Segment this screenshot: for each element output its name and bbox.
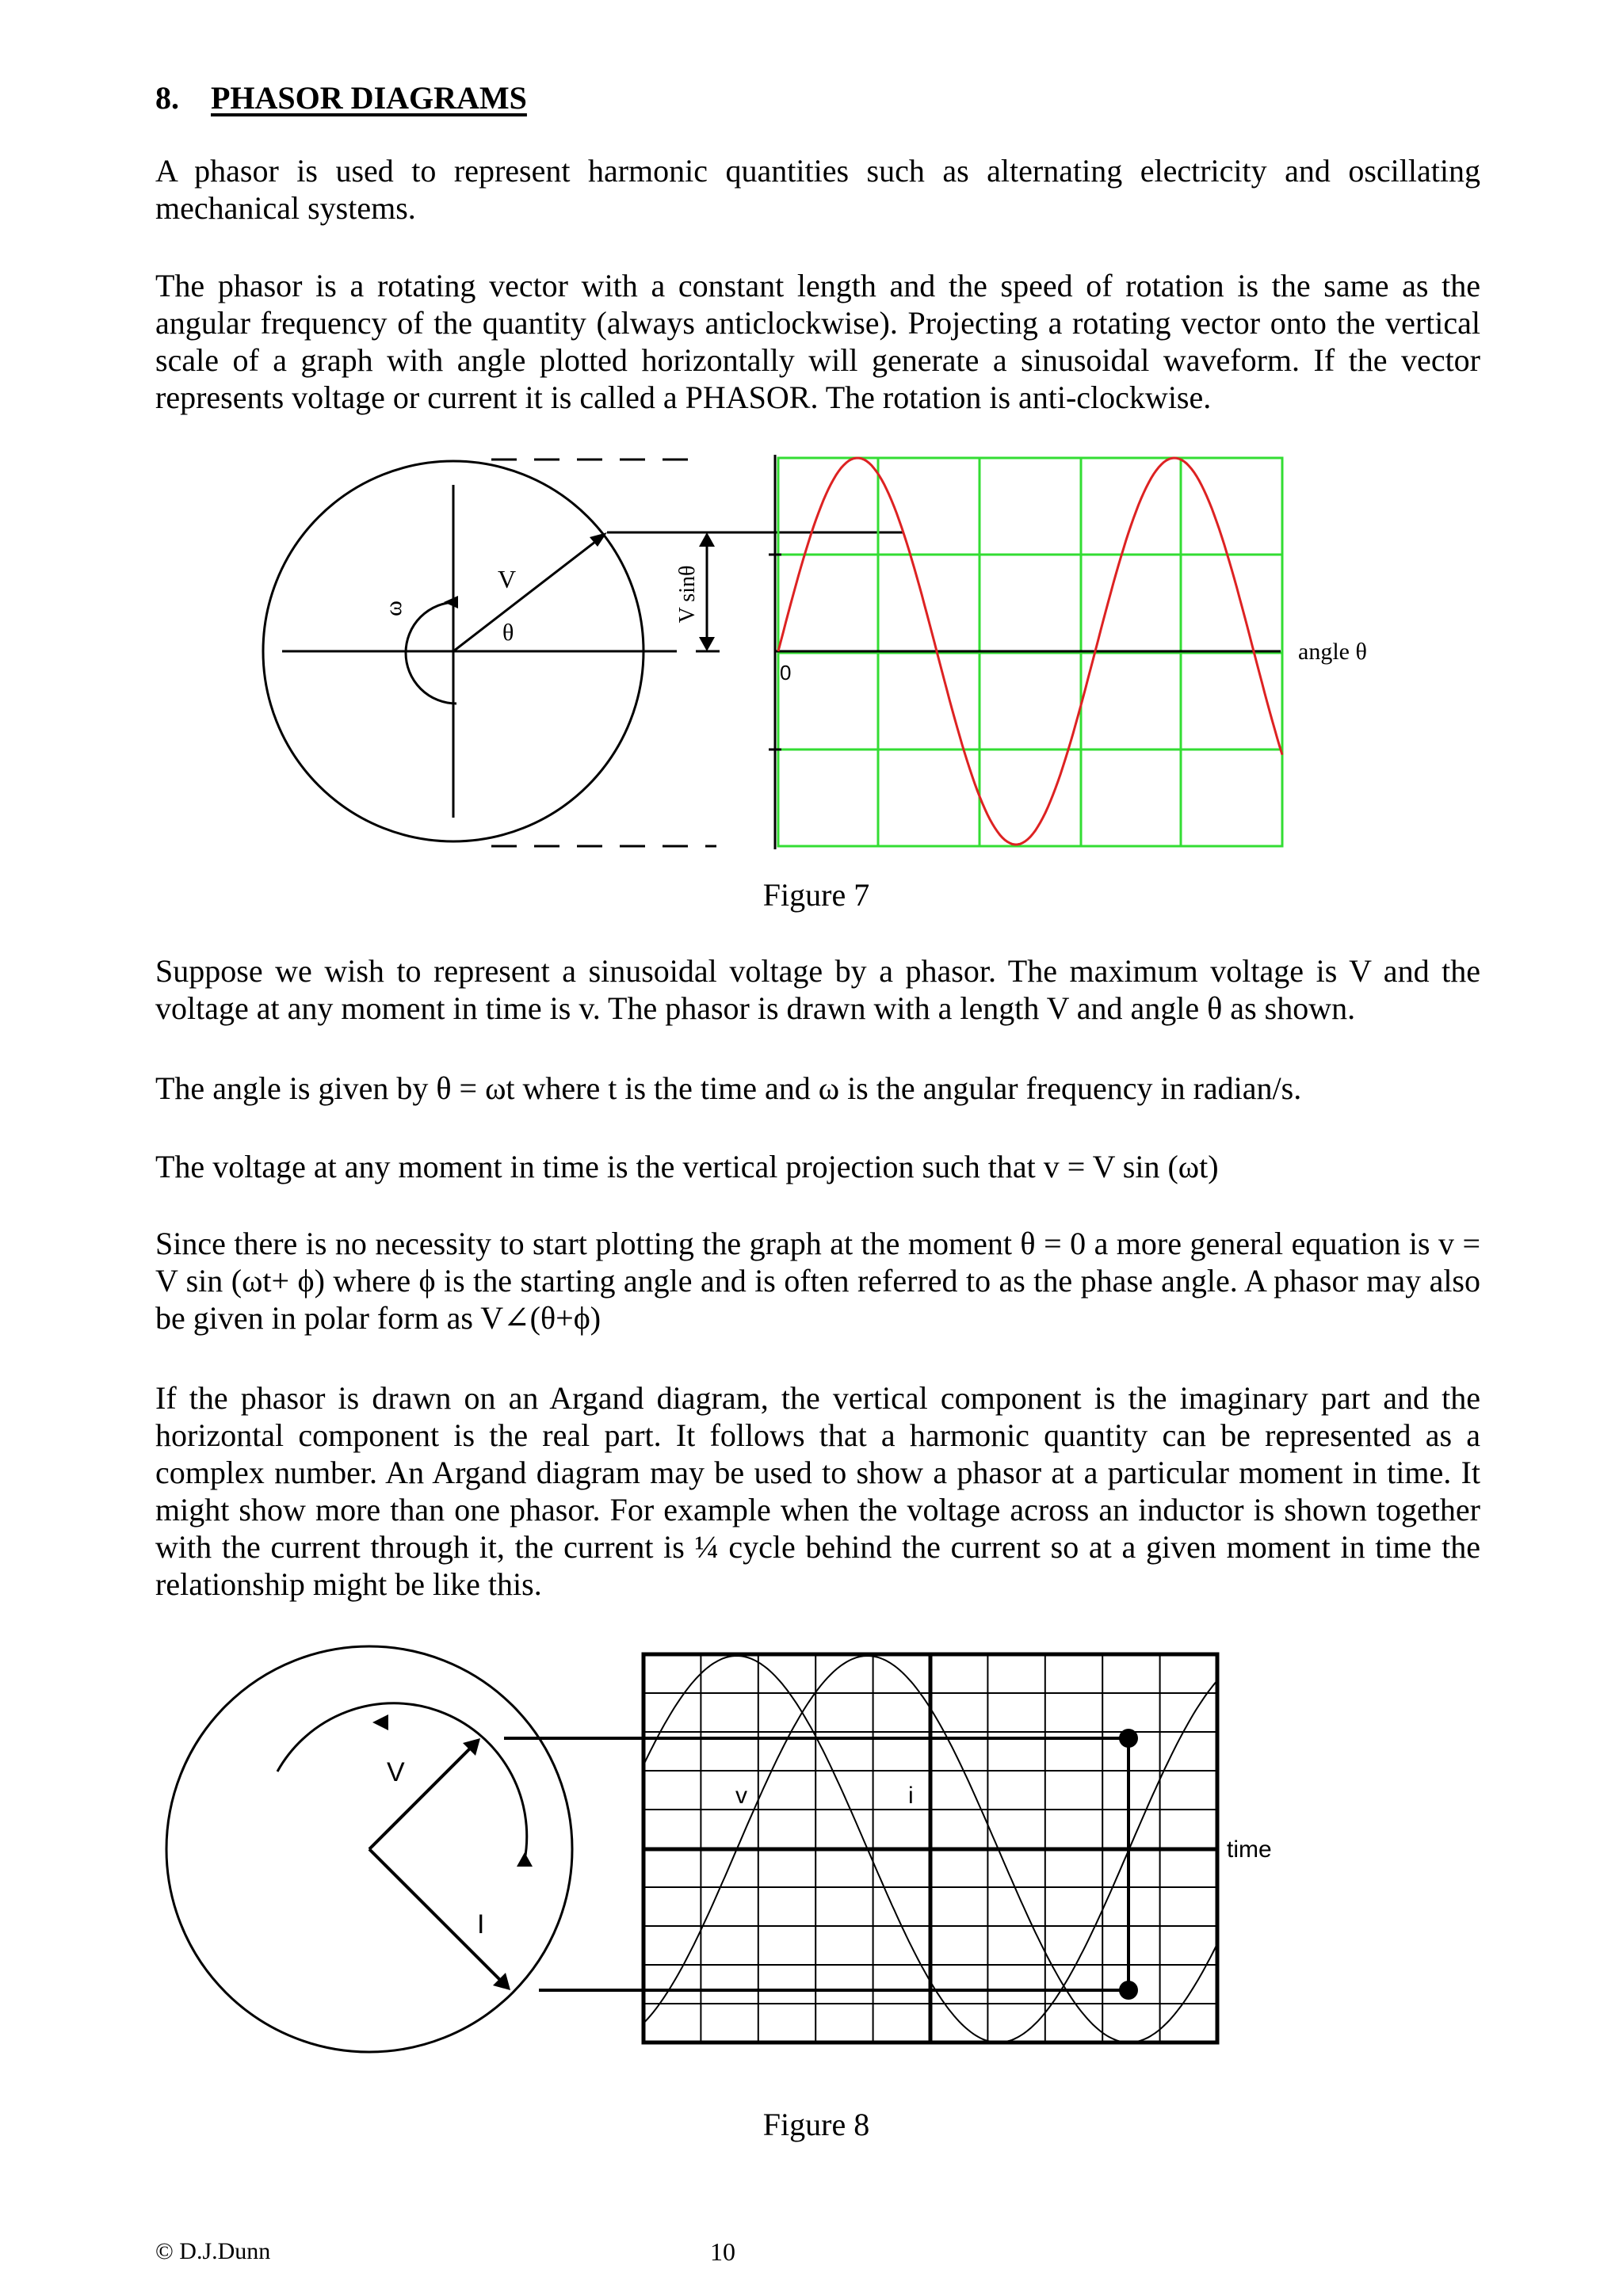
paragraph-phasor-definition: Suppose we wish to represent a sinusoidal voltage by a phasor. The maximum voltage is V and the voltage at any moment in time is v. The phasor is drawn with a length V and angle θ as shown. [155,953,1480,1026]
footer-copyright: © D.J.Dunn [155,2238,271,2264]
figure-7-origin-label: 0 [780,661,792,685]
figure-8-voltage-wave-label: v [735,1783,747,1809]
paragraph-phase-angle: Since there is no necessity to start plotting the graph at the moment θ = 0 a more general equation is v = V sin (ωt+ ϕ) where ϕ is the starting angle and is often referred to as the phase angle. A phasor may also be given in polar form as V∠(θ+ϕ) [155,1226,1480,1336]
figure-8-voltage-phasor-label: V [387,1757,405,1787]
paragraph-argand: If the phasor is drawn on an Argand diagram, the vertical component is the imaginary part and the horizontal component is the real part. It follows that a harmonic quantity can be represented as a complex number. An Argand diagram may be used to show a phasor at a particular moment in time. It might show more than one phasor. For example when the voltage across an inductor is shown together with the current through it, the current is ¼ cycle behind the current so at a given moment in time the relationship might be like this. [155,1380,1480,1602]
figure-7-projection-label: V sinθ [675,565,700,624]
figure-8-current-phasor-label: I [477,1909,485,1939]
paragraph-projection: The voltage at any moment in time is the vertical projection such that v = V sin (ωt) [155,1149,1219,1184]
figure-8-voltage-dot [1119,1729,1138,1748]
figure-7-axis-label: angle θ [1298,639,1367,665]
footer-page-number: 10 [710,2237,735,2266]
figure-8-current-wave-label: i [908,1783,914,1809]
figure-7-omega-label: ω [380,601,407,616]
figure-8-axis-label: time [1227,1836,1272,1863]
paragraph-rotating-vector: The phasor is a rotating vector with a constant length and the speed of rotation is the same as the angular frequency of the quantity (always anticlockwise). Projecting a rotating vector onto the vertical scale of a graph with angle plotted horizontally will generate a sinusoidal waveform. If the vector represents voltage or current it is called a PHASOR. The rotation is anti-clockwise. [155,268,1480,415]
section-number: 8. [155,80,179,116]
figure-7-theta-label: θ [502,620,514,646]
figure-7-caption: Figure 7 [762,877,870,913]
figure-7-phasor-label: V [498,565,517,593]
section-title: PHASOR DIAGRAMS [211,80,527,116]
figure-8-phasor-circle [166,1646,572,2052]
paragraph-angle: The angle is given by θ = ωt where t is the time and ω is the angular frequency in radian/s. [155,1070,1302,1106]
figure-8-current-dot [1119,1981,1138,2000]
paragraph-intro: A phasor is used to represent harmonic quantities such as alternating electricity and oscillating mechanical systems. [155,153,1480,226]
figure-8-caption: Figure 8 [762,2107,870,2142]
